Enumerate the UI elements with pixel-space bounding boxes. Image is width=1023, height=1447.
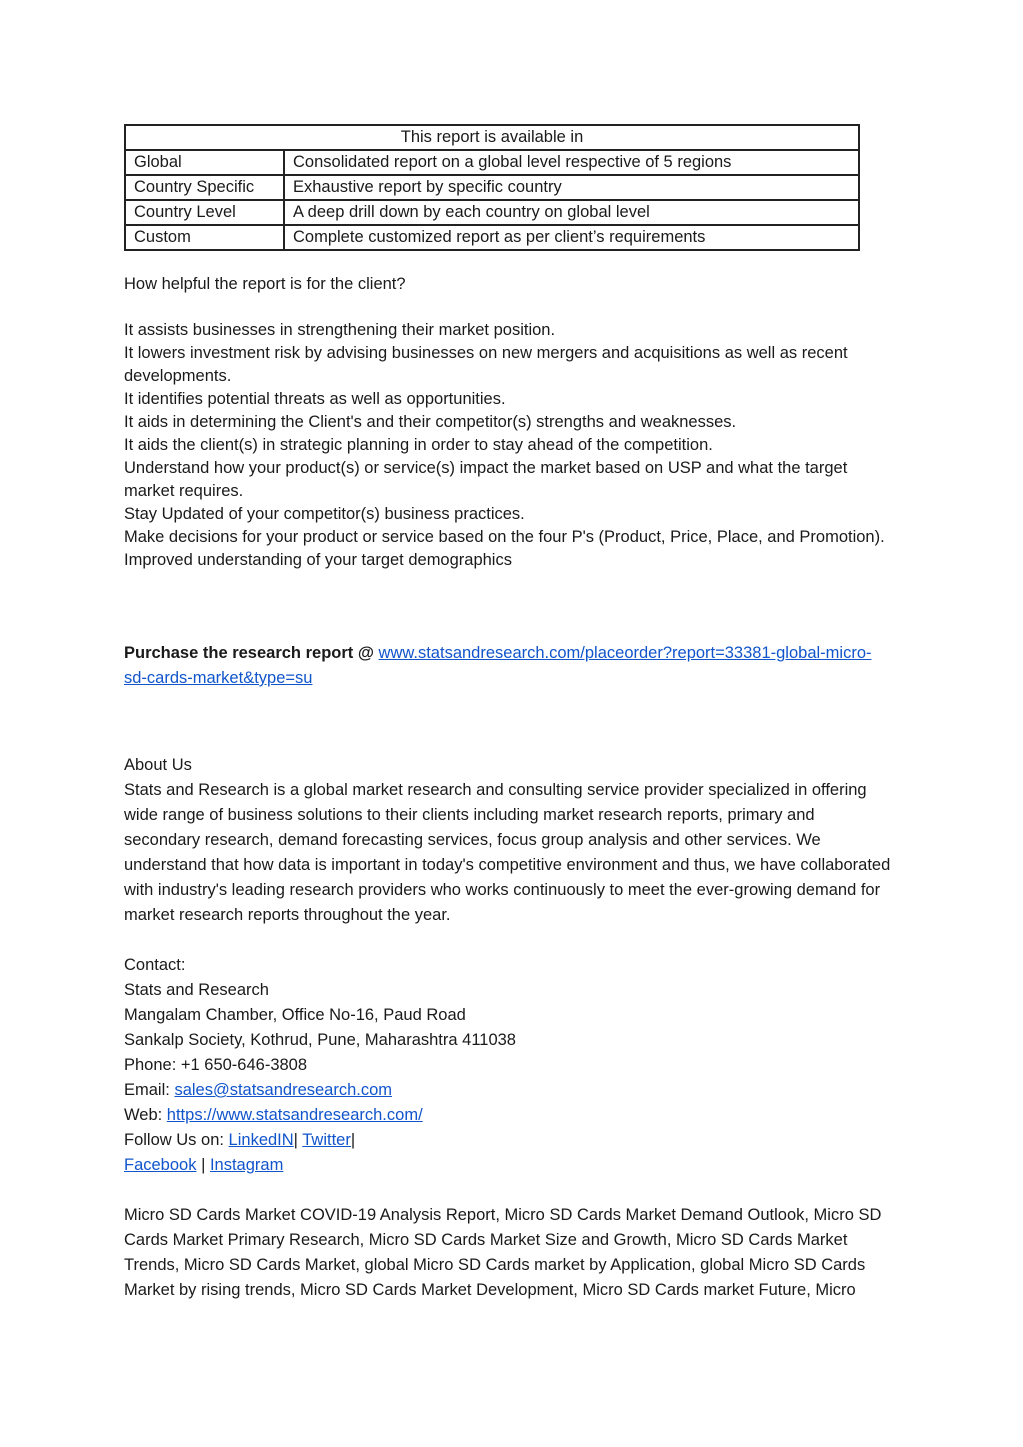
email-link[interactable]: sales@statsandresearch.com (174, 1081, 393, 1099)
table-header: This report is available in (125, 125, 859, 150)
purchase-link[interactable]: www.statsandresearch.com/placeorder?report=33381-global-micro-sd-cards-market&type=su (124, 644, 872, 687)
table-row (125, 225, 859, 250)
email-label: Email: (124, 1081, 175, 1099)
about-text: Stats and Research is a global market research and consulting service provider specialized in offering wide range of business solutions to their clients including market research reports, primary and secondary research, demand forecasting services, focus group analysis and other services. We understand that how data is important in today's competitive environment and thus, we have collaborated with industry's leading research providers who works continuously to meet the ever-growing demand for market research reports throughout the year. (124, 781, 891, 924)
table-row (125, 175, 859, 200)
contact-social-row (124, 1153, 894, 1178)
separator: | (201, 1156, 206, 1174)
about-heading: About Us (124, 756, 192, 774)
table-header-row (125, 125, 859, 150)
contact-address-line-2: Sankalp Society, Kothrud, Pune, Maharashtra 411038 (124, 1031, 516, 1049)
contact-phone: Phone: +1 650-646-3808 (124, 1056, 308, 1074)
document-page (124, 124, 894, 1303)
separator: | (350, 1131, 356, 1149)
twitter-link[interactable]: Twitter (302, 1131, 351, 1149)
contact-email-row (124, 1078, 894, 1103)
benefit-item: Improved understanding of your target demographics (124, 551, 512, 569)
contact-address-line-1: Mangalam Chamber, Office No-16, Paud Road (124, 1006, 466, 1024)
contact-heading: Contact: (124, 956, 186, 974)
benefit-item: It aids in determining the Client's and their competitor(s) strengths and weaknesses. (124, 413, 737, 431)
benefit-item: Make decisions for your product or service based on the four P's (Product, Price, Place, and Promotion). (124, 528, 885, 546)
report-description-cell: Consolidated report on a global level respective of 5 regions (284, 150, 859, 175)
benefit-item: Understand how your product(s) or service(s) impact the market based on USP and what the target market requires. (124, 459, 848, 500)
benefit-item: It identifies potential threats as well as opportunities. (124, 390, 506, 408)
purchase-label: Purchase the research report @ (124, 644, 374, 662)
facebook-link[interactable]: Facebook (124, 1156, 197, 1174)
benefit-item: Stay Updated of your competitor(s) business practices. (124, 505, 525, 523)
benefit-item: It aids the client(s) in strategic planning in order to stay ahead of the competition. (124, 436, 713, 454)
report-description-cell: A deep drill down by each country on global level (284, 200, 859, 225)
availability-table (124, 124, 860, 251)
about-section (124, 753, 894, 928)
table-row (125, 200, 859, 225)
keywords-paragraph: Micro SD Cards Market COVID-19 Analysis Report, Micro SD Cards Market Demand Outlook, Micro SD Cards Market Primary Research, Micro SD Cards Market Size and Growth, Micro SD Cards Market Trends, Micro SD Cards Market, global Micro SD Cards market by Application, global Micro SD Cards Market by rising trends, Micro SD Cards Market Development, Micro SD Cards market Future, Micro (124, 1206, 882, 1299)
contact-company: Stats and Research (124, 981, 269, 999)
contact-follow-row (124, 1128, 894, 1153)
report-type-cell: Custom (125, 225, 284, 250)
instagram-link[interactable]: Instagram (209, 1156, 284, 1174)
separator: | (293, 1131, 298, 1149)
website-link[interactable]: https://www.statsandresearch.com/ (166, 1106, 423, 1124)
report-description-cell: Exhaustive report by specific country (284, 175, 859, 200)
contact-web-row (124, 1103, 894, 1128)
purchase-section (124, 641, 894, 691)
follow-label: Follow Us on: (124, 1131, 229, 1149)
contact-section (124, 953, 894, 1178)
report-description-cell: Complete customized report as per client’s requirements (284, 225, 859, 250)
web-label: Web: (124, 1106, 167, 1124)
benefit-item: It lowers investment risk by advising businesses on new mergers and acquisitions as well as recent developments. (124, 344, 848, 385)
report-type-cell: Country Level (125, 200, 284, 225)
report-type-cell: Global (125, 150, 284, 175)
report-type-cell: Country Specific (125, 175, 284, 200)
benefits-list (124, 319, 894, 572)
table-row (125, 150, 859, 175)
linkedin-link[interactable]: LinkedIN (228, 1131, 294, 1149)
helpfulness-question: How helpful the report is for the client? (124, 275, 406, 293)
benefit-item: It assists businesses in strengthening their market position. (124, 321, 556, 339)
